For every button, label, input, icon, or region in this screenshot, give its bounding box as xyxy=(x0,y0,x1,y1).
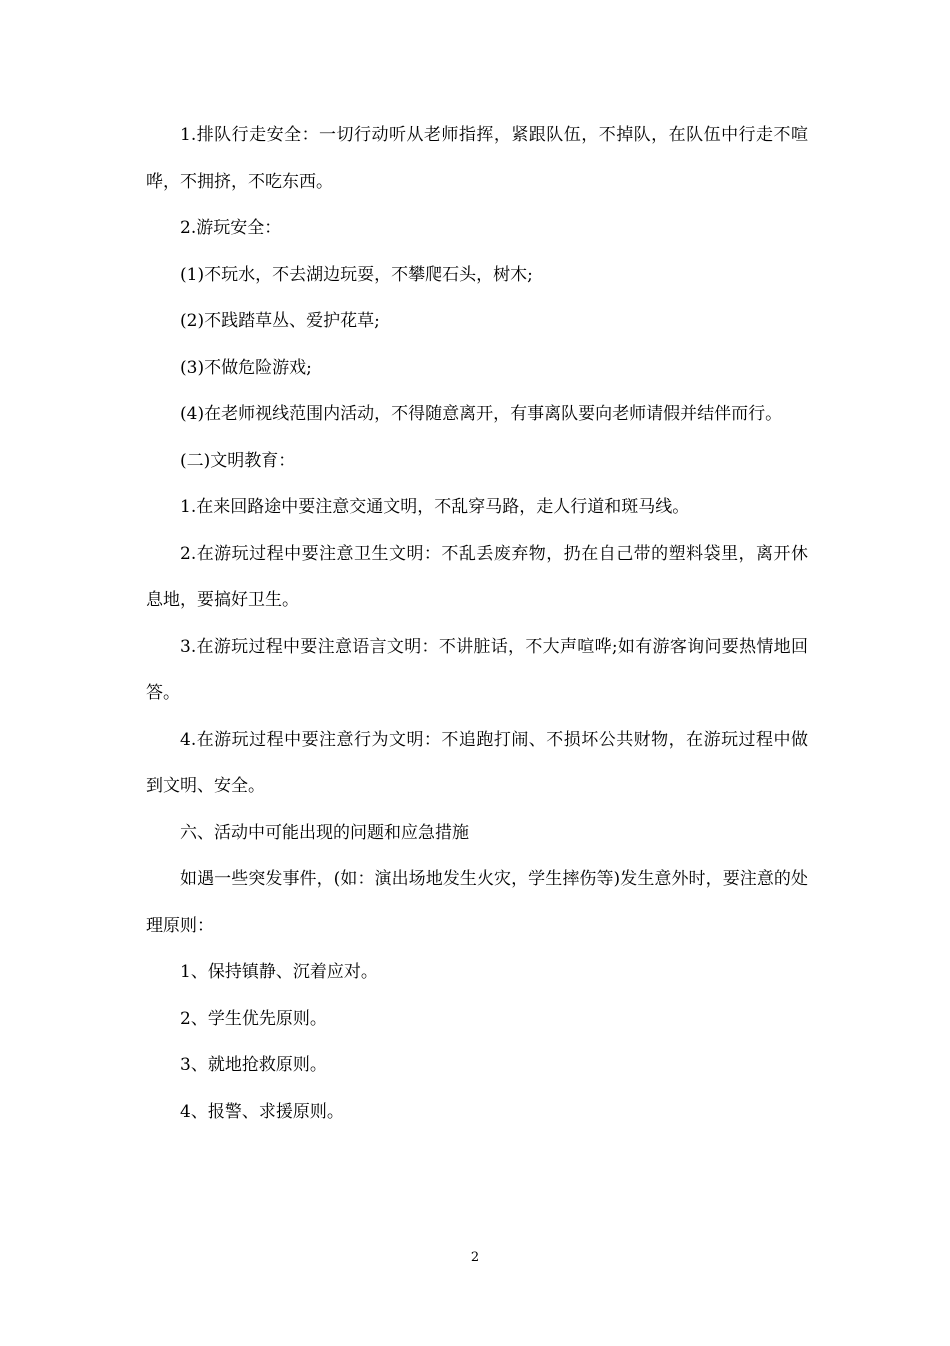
list-item-students-first: 2、学生优先原则。 xyxy=(180,1008,327,1029)
section-heading-civility: (二)文明教育： xyxy=(180,450,296,471)
paragraph-behavior-civility: 4.在游玩过程中要注意行为文明：不追跑打闹、不损坏公共财物，在游玩过程中做到文明、安全。 xyxy=(146,729,808,796)
paragraph-stay-in-sight: (4)在老师视线范围内活动，不得随意离开，有事离队要向老师请假并结伴而行。 xyxy=(180,404,783,424)
paragraph-queue-safety: 1.排队行走安全：一切行动听从老师指挥，紧跟队伍，不掉队，在队伍中行走不喧哗，不拥挤，不吃东西。 xyxy=(146,125,808,192)
page-number: 2 xyxy=(470,1250,480,1265)
paragraph-play-safety-heading: 2.游玩安全： xyxy=(180,218,282,238)
paragraph-no-water: (1)不玩水，不去湖边玩耍，不攀爬石头，树木; xyxy=(180,264,533,285)
list-item-on-site-rescue: 3、就地抢救原则。 xyxy=(180,1055,327,1075)
paragraph-emergency-principles: 如遇一些突发事件，(如：演出场地发生火灾，学生摔伤等)发生意外时，要注意的处理原则： xyxy=(146,869,808,936)
list-item-call-police: 4、报警、求援原则。 xyxy=(180,1101,344,1122)
paragraph-language-civility: 3.在游玩过程中要注意语言文明：不讲脏话，不大声喧哗;如有游客询问要热情地回答。 xyxy=(146,636,808,703)
paragraph-hygiene-civility: 2.在游玩过程中要注意卫生文明：不乱丢废弃物，扔在自己带的塑料袋里，离开休息地，要搞好卫生。 xyxy=(146,543,808,610)
section-heading-emergency: 六、活动中可能出现的问题和应急措施 xyxy=(180,822,469,843)
list-item-stay-calm: 1、保持镇静、沉着应对。 xyxy=(180,962,378,982)
paragraph-no-dangerous-games: (3)不做危险游戏; xyxy=(180,357,312,378)
paragraph-protect-grass: (2)不践踏草丛、爱护花草; xyxy=(180,311,380,331)
paragraph-traffic-civility: 1.在来回路途中要注意交通文明，不乱穿马路，走人行道和斑马线。 xyxy=(180,497,690,517)
document-body xyxy=(146,112,808,1135)
